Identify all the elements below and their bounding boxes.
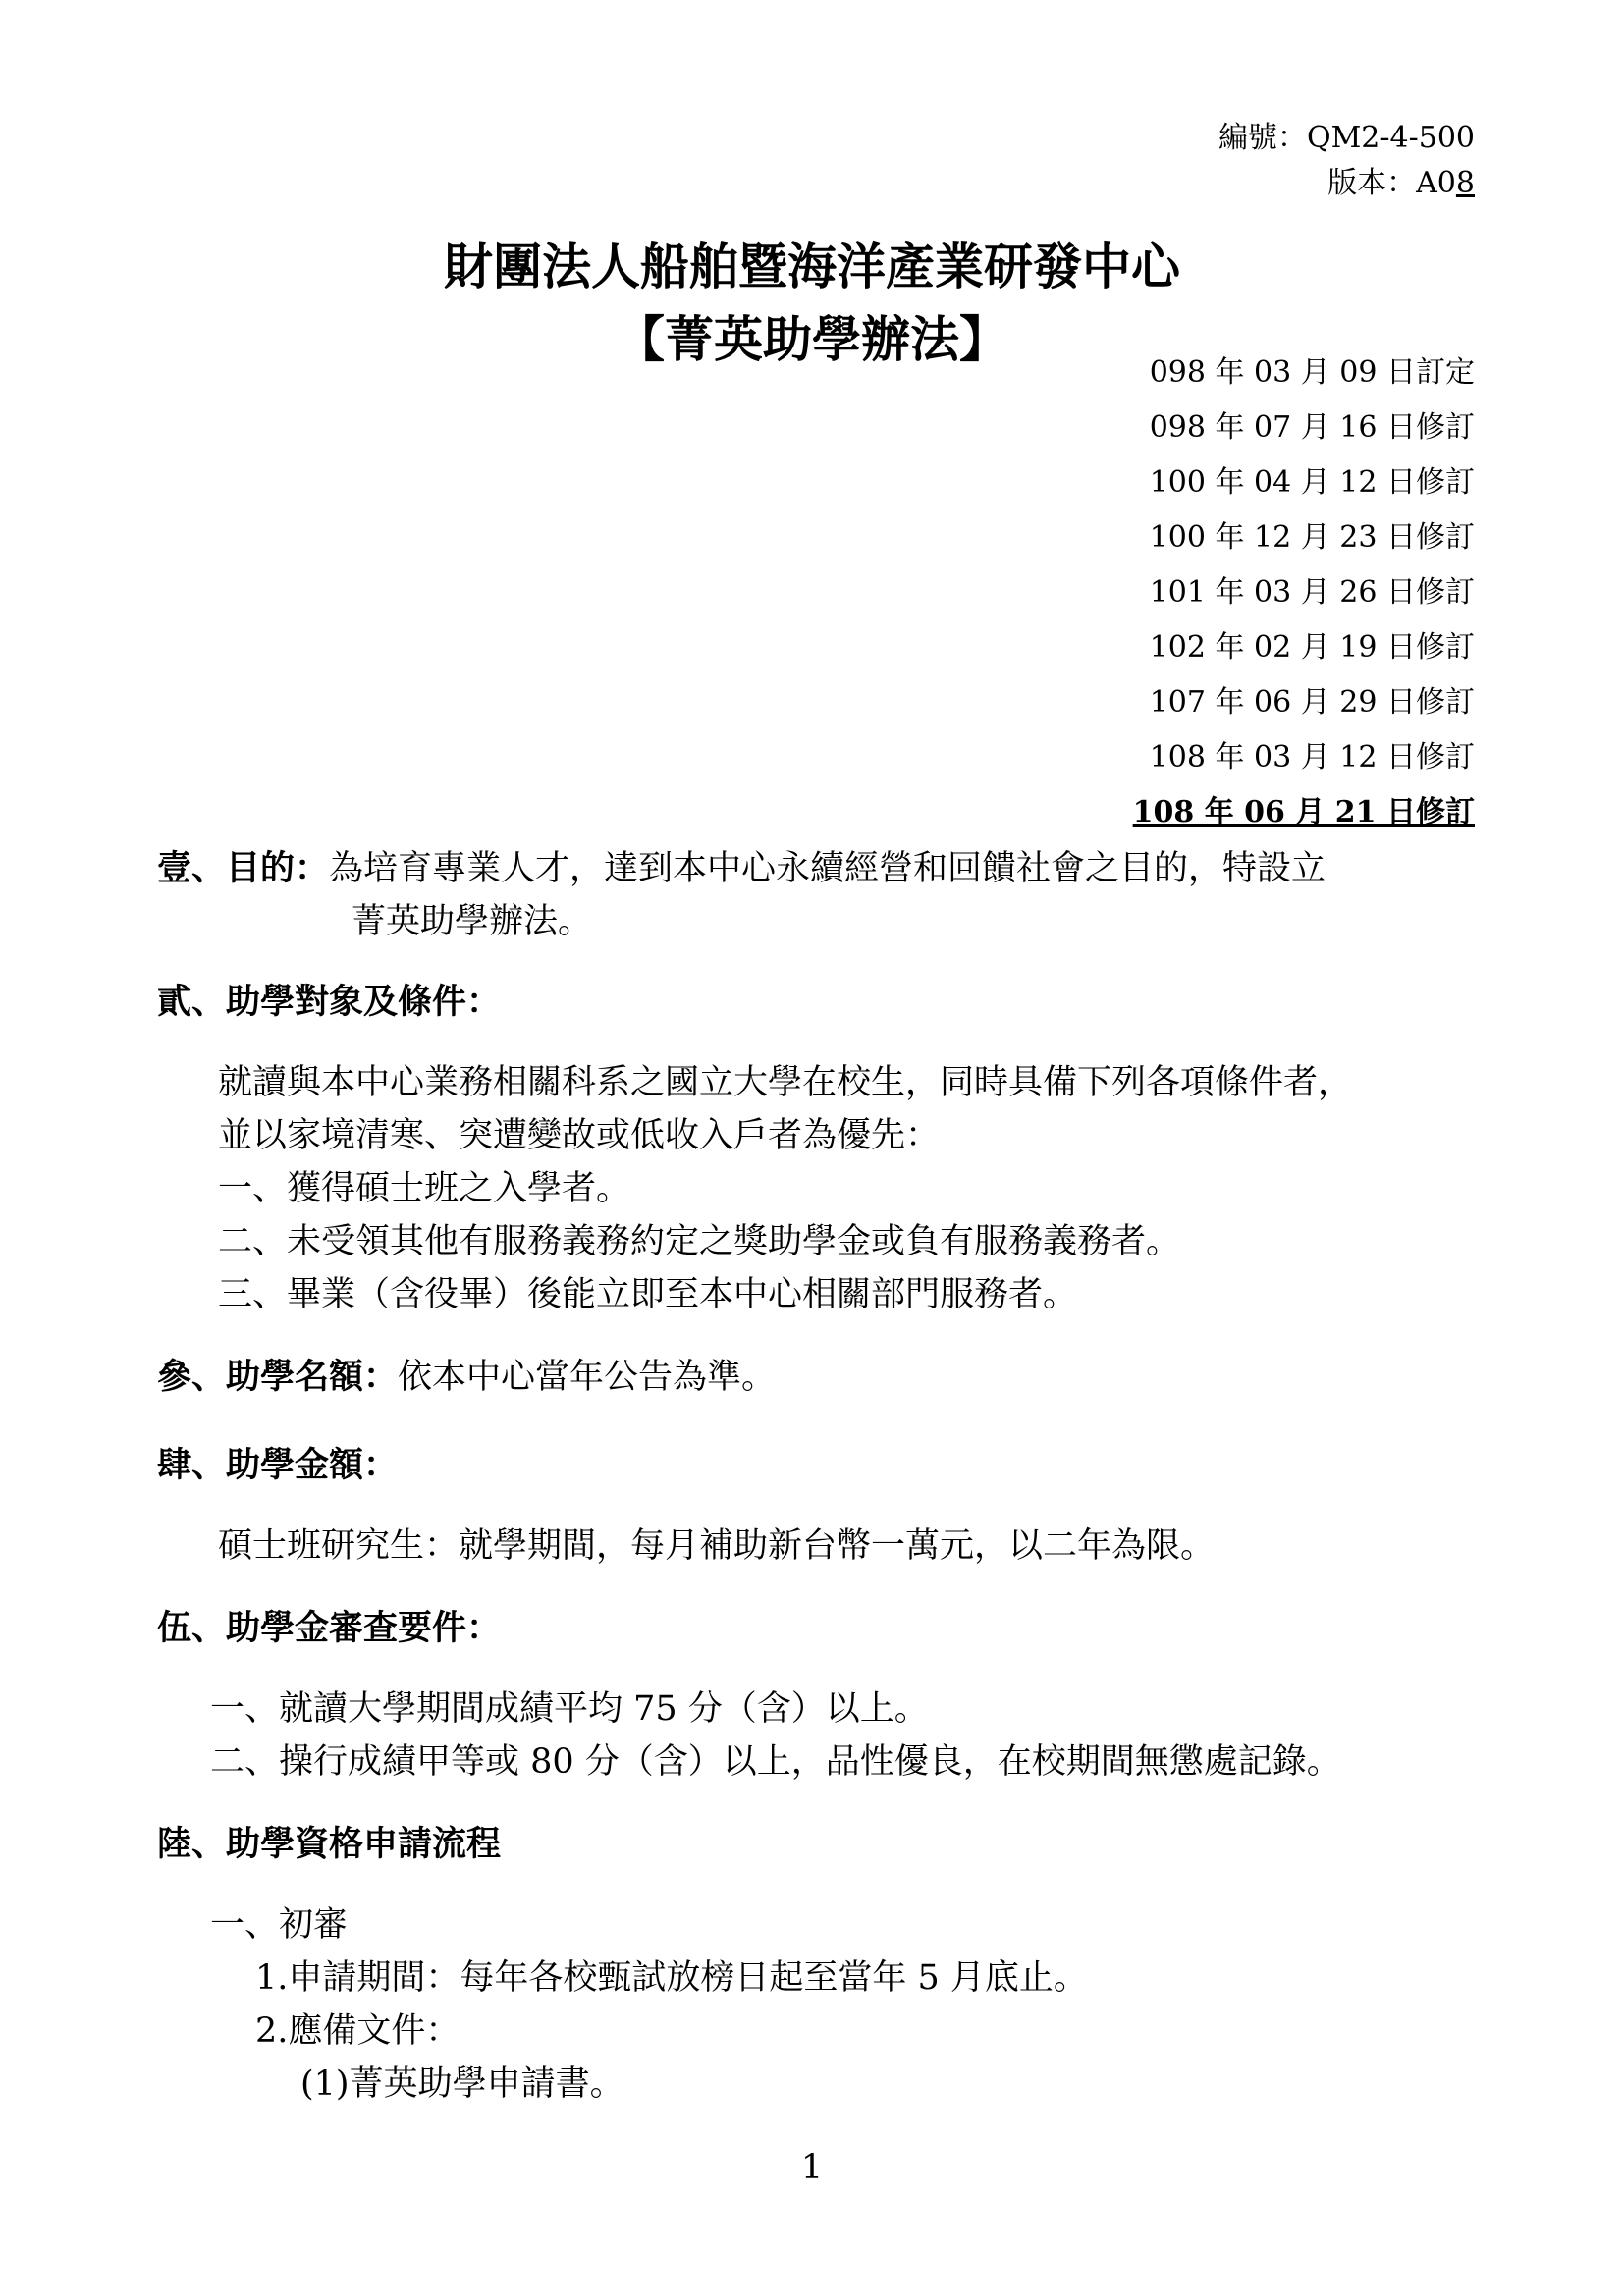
revision-line: 108 年 03 月 12 日修訂 — [1149, 740, 1475, 774]
revision-line: 102 年 02 月 19 日修訂 — [1149, 630, 1475, 665]
section-paragraph: 碩士班研究生：就學期間，每月補助新台幣一萬元，以二年為限。 — [218, 1526, 1216, 1566]
revision-history — [1133, 346, 1475, 840]
revision-line: 098 年 03 月 09 日訂定 — [1149, 355, 1475, 390]
section-heading: 壹、目的： — [157, 848, 330, 888]
list-item: 二、未受領其他有服務義務約定之獎助學金或負有服務義務者。 — [218, 1222, 1181, 1261]
section-text: 依本中心當年公告為準。 — [398, 1358, 777, 1397]
document-meta — [1218, 116, 1475, 206]
section-text-continuation: 菁英助學辦法。 — [352, 902, 593, 941]
revision-line-latest: 108 年 06 月 21 日修訂 — [1132, 795, 1475, 829]
section-purpose — [157, 846, 1326, 891]
section-text: 為培育專業人才，達到本中心永續經營和回饋社會之目的，特設立 — [329, 849, 1326, 888]
document-code: 編號：QM2-4-500 — [1218, 121, 1475, 155]
section-heading: 肆、助學金額： — [157, 1445, 399, 1485]
list-item: 三、畢業（含役畢）後能立即至本中心相關部門服務者。 — [218, 1275, 1078, 1314]
list-item: (1)菁英助學申請書。 — [300, 2064, 624, 2104]
subsection-heading: 一、初審 — [210, 1905, 349, 1945]
section-heading: 伍、助學金審查要件： — [157, 1608, 502, 1648]
list-item: 一、就讀大學期間成績平均 75 分（含）以上。 — [210, 1689, 929, 1729]
revision-line: 098 年 07 月 16 日修訂 — [1149, 410, 1475, 445]
page-number: 1 — [800, 2148, 824, 2187]
document-title: 財團法人船舶暨海洋產業研發中心 — [444, 238, 1180, 295]
revision-line: 100 年 12 月 23 日修訂 — [1149, 520, 1475, 555]
list-item: 1.申請期間：每年各校甄試放榜日起至當年 5 月底止。 — [255, 1958, 1088, 1998]
revision-line: 107 年 06 月 29 日修訂 — [1149, 685, 1475, 720]
section-paragraph: 就讀與本中心業務相關科系之國立大學在校生，同時具備下列各項條件者， — [218, 1063, 1353, 1102]
list-item: 2.應備文件： — [255, 2011, 460, 2051]
section-heading: 貳、助學對象及條件： — [157, 982, 502, 1022]
section-quota — [157, 1355, 776, 1400]
document-version — [1218, 161, 1475, 206]
section-heading: 參、助學名額： — [157, 1357, 399, 1397]
revision-line: 101 年 03 月 26 日修訂 — [1149, 575, 1475, 610]
section-paragraph: 並以家境清寒、突遭變故或低收入戶者為優先： — [218, 1116, 941, 1155]
revision-line: 100 年 04 月 12 日修訂 — [1149, 465, 1475, 500]
list-item: 一、獲得碩士班之入學者。 — [218, 1169, 631, 1208]
version-suffix: 8 — [1455, 166, 1475, 200]
document-subtitle: 【菁英助學辦法】 — [616, 310, 1008, 368]
section-heading: 陸、助學資格申請流程 — [157, 1824, 502, 1864]
list-item: 二、操行成績甲等或 80 分（含）以上，品性優良，在校期間無懲處記錄。 — [210, 1742, 1341, 1782]
version-prefix: 版本：A0 — [1327, 166, 1456, 200]
